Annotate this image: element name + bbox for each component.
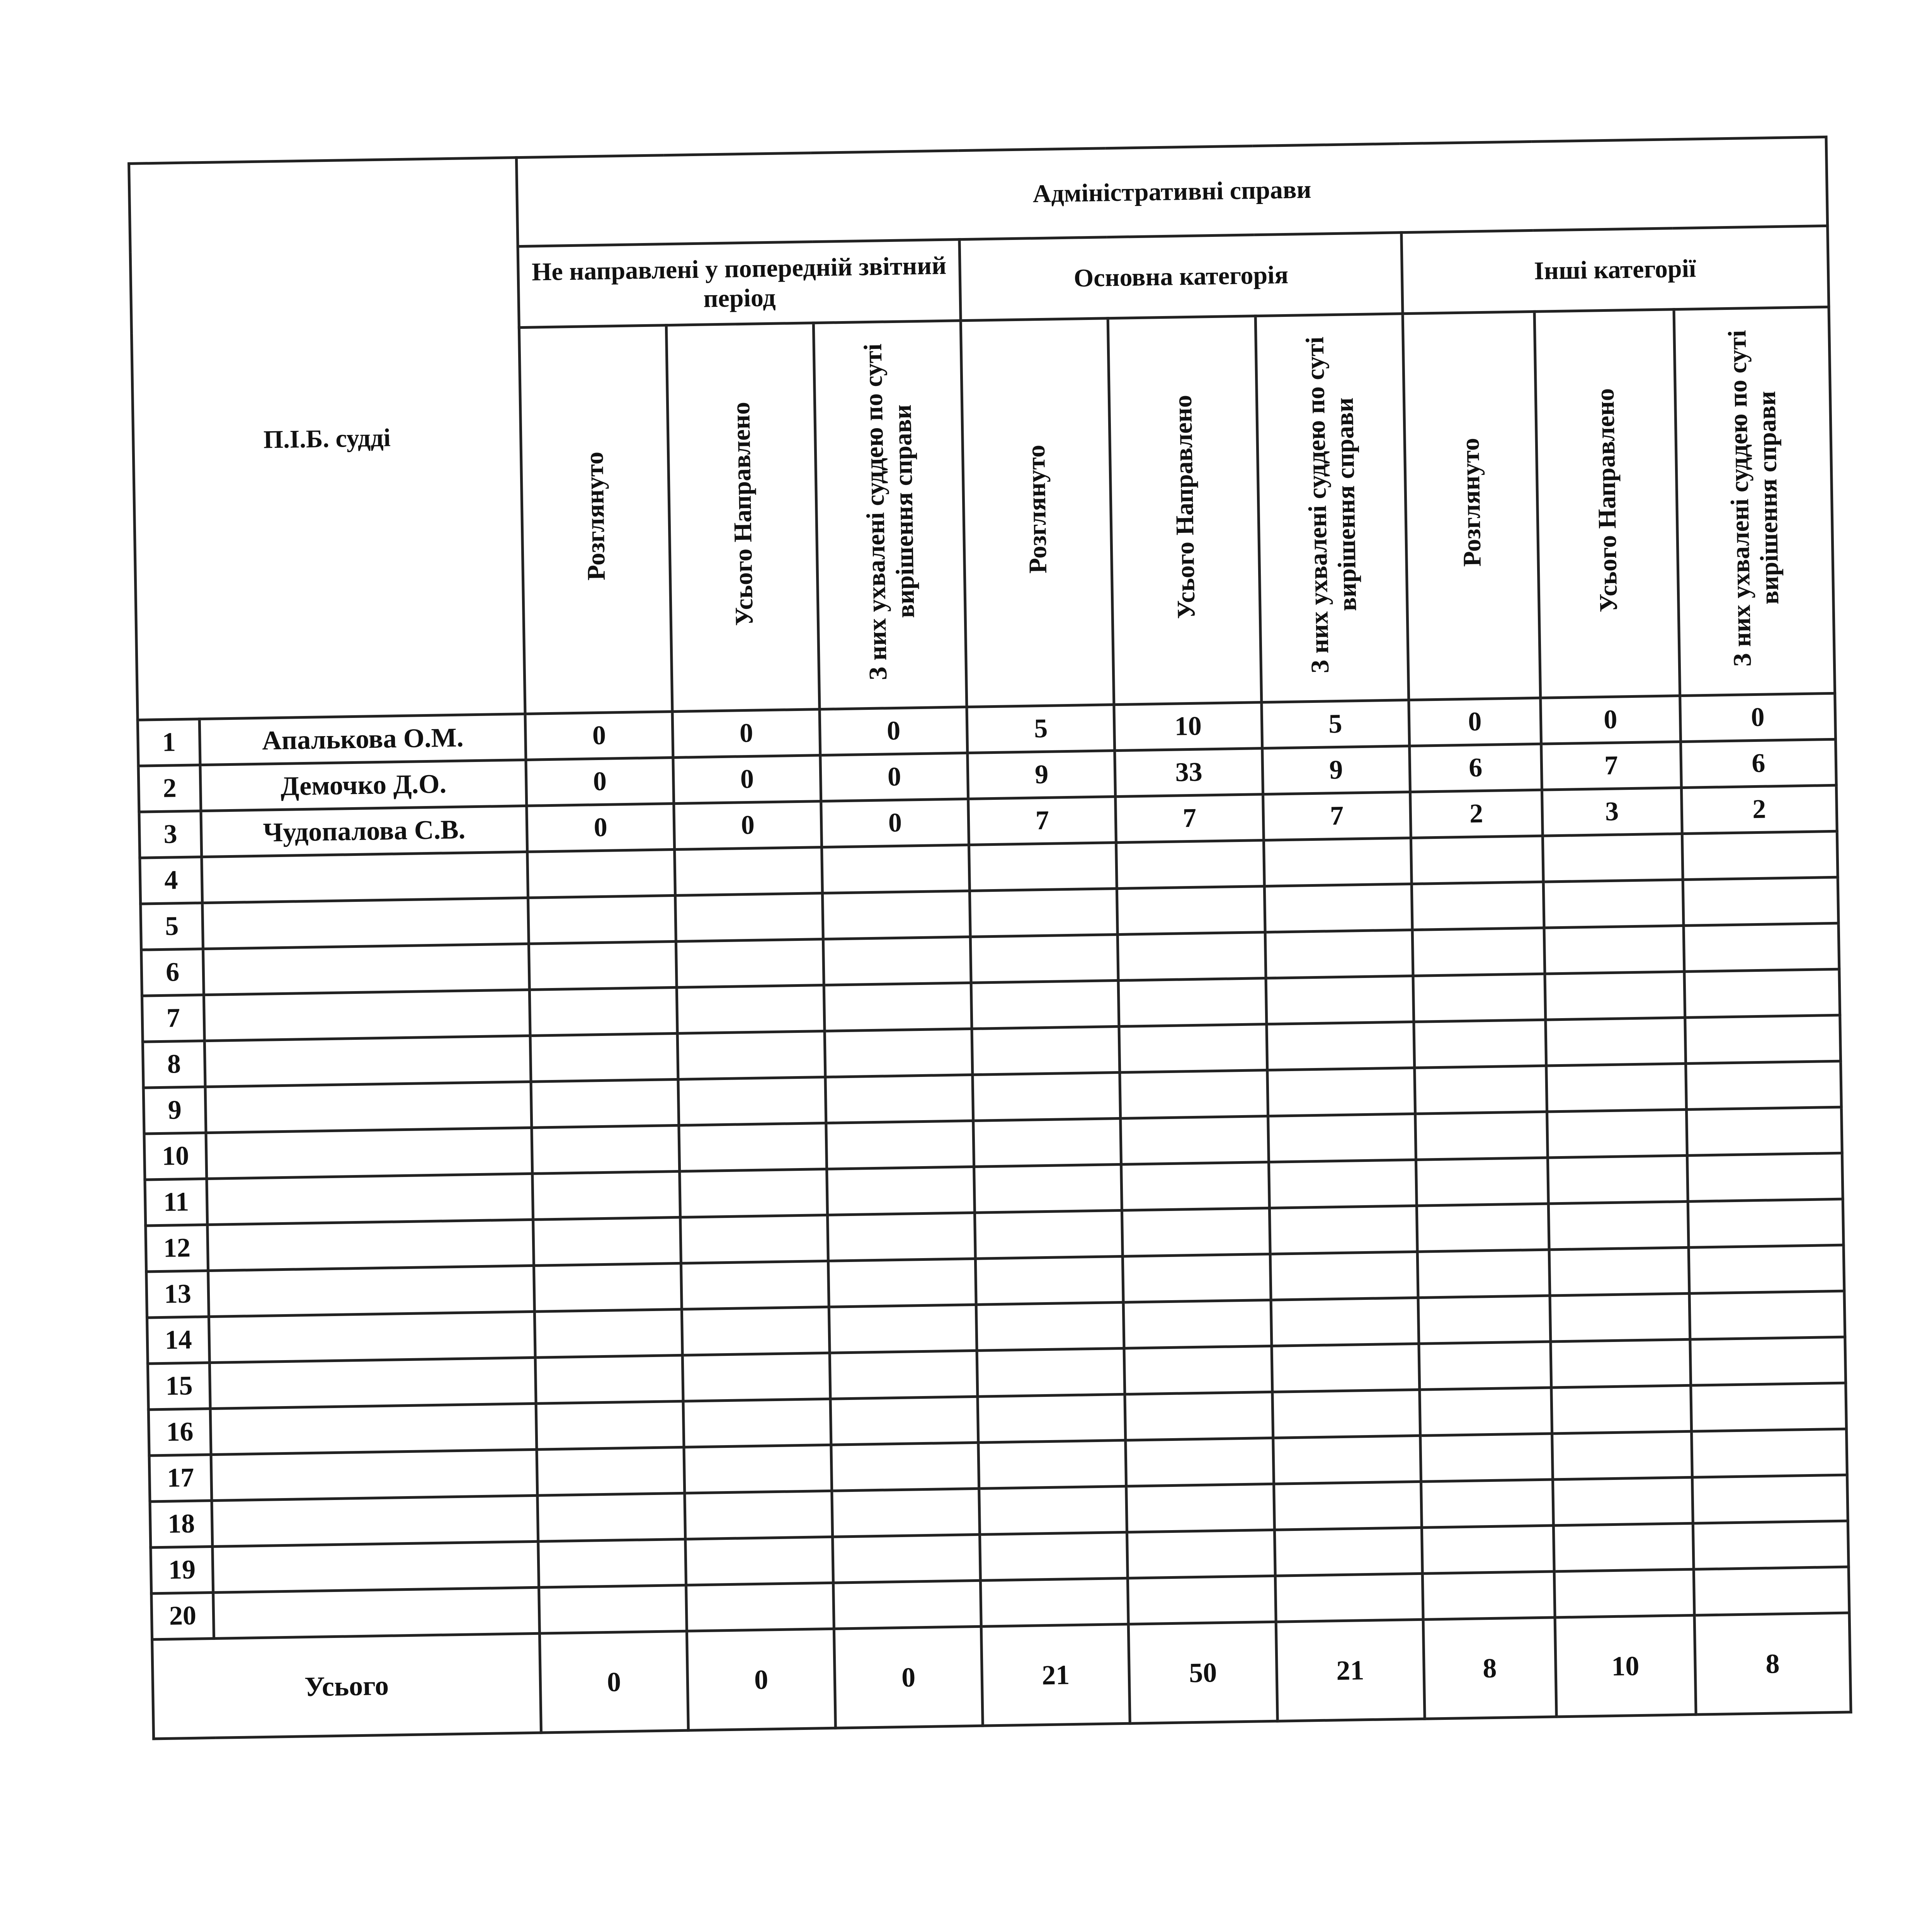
value-cell [1117, 886, 1265, 935]
judge-name [208, 1265, 534, 1316]
value-cell [1120, 1070, 1268, 1118]
value-cell: 10 [1114, 702, 1262, 751]
value-cell [825, 1029, 973, 1077]
total-label: Усього [152, 1633, 541, 1739]
value-cell [531, 1079, 679, 1128]
value-cell: 6 [1409, 744, 1542, 792]
value-cell [1124, 1346, 1272, 1394]
row-number: 13 [146, 1271, 209, 1318]
value-cell [1121, 1162, 1269, 1210]
value-cell [981, 1578, 1129, 1626]
value-cell [533, 1217, 681, 1265]
judge-name [210, 1357, 536, 1408]
value-cell [828, 1259, 976, 1307]
value-cell [1686, 1107, 1842, 1155]
value-cell: 0 [1680, 693, 1835, 742]
value-cell [686, 1583, 834, 1631]
value-cell [684, 1445, 832, 1493]
value-cell [1417, 1204, 1549, 1252]
judge-name [212, 1495, 538, 1546]
judge-name [205, 1036, 531, 1087]
value-cell: 5 [967, 705, 1115, 753]
total-value: 0 [539, 1631, 688, 1733]
total-value: 50 [1129, 1622, 1277, 1723]
value-cell [975, 1210, 1123, 1259]
value-cell [682, 1353, 830, 1401]
sub-header-considered-3 [1403, 311, 1541, 700]
value-cell [823, 937, 971, 985]
judge-name: Чудопалова С.В. [201, 806, 527, 857]
value-cell [1412, 882, 1544, 930]
value-cell [528, 895, 676, 944]
sub-header-label: З них ухвалені суддею по суті вирішення справи [1723, 330, 1784, 667]
value-cell [675, 893, 823, 941]
value-cell [1420, 1388, 1552, 1435]
sub-header-decided-on-merits-2 [1255, 314, 1409, 702]
value-cell [970, 889, 1118, 937]
value-cell [1551, 1339, 1691, 1388]
value-cell: 6 [1680, 739, 1836, 787]
value-cell [679, 1123, 827, 1171]
row-number: 17 [149, 1455, 212, 1502]
sub-header-considered-2 [961, 318, 1114, 707]
total-value: 10 [1555, 1615, 1696, 1717]
value-cell [1267, 1068, 1415, 1116]
value-cell [675, 847, 823, 895]
judge-name [213, 1587, 539, 1638]
row-number: 6 [141, 949, 204, 996]
value-cell [538, 1539, 686, 1587]
value-cell [977, 1348, 1125, 1396]
admin-cases-table [128, 136, 1852, 1740]
row-number: 9 [143, 1087, 206, 1134]
value-cell [678, 1077, 826, 1125]
value-cell [1546, 1017, 1686, 1066]
value-cell [685, 1537, 833, 1585]
value-cell [1414, 1020, 1546, 1068]
value-cell [1545, 971, 1685, 1020]
value-cell [677, 985, 825, 1033]
value-cell: 7 [968, 797, 1116, 845]
value-cell [1266, 976, 1414, 1024]
sub-header-label: Усього Направлено [1168, 395, 1201, 619]
value-cell: 0 [525, 712, 673, 760]
value-cell [1683, 877, 1838, 925]
total-value: 8 [1423, 1617, 1556, 1719]
value-cell [1543, 880, 1684, 928]
value-cell [974, 1164, 1122, 1213]
value-cell [1418, 1296, 1551, 1344]
value-cell [1685, 1015, 1841, 1063]
value-cell [683, 1399, 831, 1447]
value-cell: 5 [1261, 700, 1409, 748]
judge-name [203, 944, 529, 995]
value-cell [1684, 969, 1840, 1017]
table-body [138, 693, 1849, 1639]
value-cell [1417, 1250, 1550, 1298]
total-value: 0 [687, 1629, 835, 1730]
value-cell [1270, 1252, 1418, 1300]
sub-header-label: Розглянуто [1022, 444, 1053, 574]
value-cell [1554, 1569, 1694, 1617]
value-cell [1121, 1116, 1269, 1164]
value-cell [1689, 1291, 1845, 1339]
value-cell [828, 1213, 976, 1261]
judge-name [207, 1173, 533, 1225]
value-cell [1119, 978, 1267, 1026]
value-cell [1690, 1337, 1846, 1385]
value-cell [685, 1491, 833, 1539]
value-cell: 9 [1262, 746, 1410, 794]
value-cell [1127, 1530, 1275, 1578]
value-cell [539, 1585, 687, 1633]
table-header [129, 137, 1835, 720]
total-value: 8 [1694, 1613, 1851, 1714]
value-cell [1682, 831, 1838, 879]
value-cell [1413, 974, 1546, 1022]
value-cell: 7 [1116, 794, 1264, 843]
value-cell: 0 [1540, 696, 1680, 744]
judge-name [206, 1082, 532, 1133]
value-cell [1415, 1112, 1548, 1160]
value-cell [1689, 1245, 1844, 1293]
judge-name [204, 990, 530, 1041]
value-cell [1546, 1063, 1686, 1112]
value-cell [1128, 1576, 1276, 1624]
value-cell [978, 1394, 1126, 1442]
row-number: 19 [151, 1546, 213, 1594]
row-number: 4 [140, 857, 202, 904]
value-cell [1549, 1247, 1689, 1296]
value-cell [1548, 1155, 1688, 1204]
sub-header-label: Усього Направлено [1591, 388, 1623, 613]
value-cell [826, 1121, 974, 1169]
value-cell [1122, 1208, 1270, 1256]
value-cell [1414, 1066, 1547, 1114]
value-cell [971, 934, 1119, 983]
value-cell [1693, 1521, 1849, 1569]
value-cell [1416, 1158, 1548, 1206]
judge-name [202, 852, 528, 903]
value-cell [1264, 884, 1412, 932]
value-cell [1265, 930, 1413, 978]
sub-header-decided-on-merits-1 [813, 321, 967, 709]
sub-header-total-sent-1 [666, 323, 820, 712]
sub-header-label: З них ухвалені суддею по суті вирішення справи [859, 343, 920, 680]
value-cell [1126, 1484, 1274, 1532]
sub-header-total-sent-3 [1534, 310, 1680, 698]
judge-name [211, 1449, 537, 1500]
value-cell [1275, 1573, 1423, 1622]
value-cell [978, 1440, 1126, 1488]
value-cell [832, 1488, 980, 1537]
value-cell [1420, 1434, 1553, 1481]
judge-name [206, 1128, 532, 1179]
value-cell [1419, 1342, 1551, 1389]
sub-header-decided-on-merits-3 [1674, 307, 1835, 696]
value-cell [680, 1169, 828, 1217]
value-cell: 7 [1263, 792, 1411, 840]
value-cell [537, 1447, 685, 1495]
row-number: 3 [139, 811, 202, 858]
report-sheet [128, 136, 1853, 1785]
judge-name: Демочко Д.О. [200, 760, 526, 811]
value-cell [1123, 1254, 1271, 1302]
value-cell: 0 [820, 753, 968, 801]
value-cell [1126, 1438, 1274, 1486]
sub-header-considered-1 [519, 325, 672, 714]
judge-name-header: П.І.Б. судді [129, 158, 525, 720]
value-cell [1412, 928, 1545, 976]
value-cell [1274, 1527, 1422, 1576]
sub-header-label: Усього Направлено [727, 401, 759, 626]
sub-header-label: Розглянуто [1456, 438, 1486, 567]
value-cell [529, 987, 677, 1036]
group-header-other-categories: Інші категорії [1401, 226, 1828, 313]
row-number: 8 [143, 1041, 205, 1088]
row-number: 1 [138, 719, 200, 766]
group-header-not-sent-previous: Не направлені у попередній звітний період [518, 240, 961, 328]
value-cell [1543, 834, 1683, 882]
value-cell [824, 983, 972, 1031]
value-cell [1685, 1061, 1841, 1109]
value-cell [833, 1534, 981, 1583]
value-cell [1269, 1206, 1417, 1254]
value-cell: 9 [968, 751, 1116, 799]
value-cell: 0 [1408, 698, 1541, 746]
judge-name [209, 1311, 535, 1362]
value-cell: 0 [820, 707, 968, 755]
value-cell [1124, 1300, 1272, 1348]
value-cell [527, 849, 675, 898]
value-cell: 0 [821, 799, 969, 847]
value-cell [532, 1171, 680, 1219]
value-cell [1269, 1160, 1417, 1208]
value-cell [1411, 836, 1543, 884]
value-cell [833, 1580, 981, 1629]
sub-header-label: Розглянуто [580, 451, 611, 581]
row-number: 20 [151, 1592, 214, 1639]
value-cell [676, 939, 824, 987]
value-cell [831, 1442, 979, 1491]
value-cell [534, 1309, 682, 1357]
value-cell [1272, 1344, 1420, 1392]
value-cell [823, 891, 971, 939]
value-cell [830, 1350, 978, 1399]
value-cell [1421, 1480, 1553, 1527]
value-cell [1268, 1114, 1416, 1162]
sub-header-label: З них ухвалені суддею по суті вирішення справи [1301, 336, 1362, 673]
value-cell [1119, 1024, 1267, 1072]
value-cell [1274, 1481, 1422, 1530]
value-cell [537, 1493, 685, 1541]
row-number: 11 [145, 1179, 207, 1226]
value-cell [534, 1263, 682, 1311]
group-header-main-category: Основна категорія [959, 233, 1403, 321]
value-cell [682, 1307, 830, 1355]
value-cell [830, 1396, 978, 1445]
value-cell [1266, 1022, 1414, 1070]
value-cell [1272, 1389, 1420, 1438]
sub-header-total-sent-2 [1108, 316, 1262, 705]
value-cell [535, 1355, 683, 1403]
value-cell [969, 843, 1117, 891]
value-cell [529, 941, 677, 990]
value-cell: 0 [527, 803, 675, 852]
value-cell [680, 1215, 828, 1263]
value-cell [1264, 838, 1412, 886]
value-cell [1116, 840, 1264, 889]
value-cell: 0 [674, 801, 822, 850]
value-cell [1550, 1293, 1690, 1342]
value-cell [1273, 1435, 1421, 1484]
main-header: Адміністративні справи [516, 137, 1827, 246]
value-cell [1691, 1429, 1847, 1477]
value-cell: 0 [673, 755, 821, 804]
value-cell [1690, 1383, 1846, 1431]
value-cell [1125, 1392, 1273, 1440]
value-cell: 7 [1541, 742, 1681, 790]
value-cell [825, 1075, 973, 1123]
value-cell [681, 1261, 829, 1309]
value-cell [1694, 1567, 1849, 1615]
value-cell [1553, 1477, 1693, 1526]
value-cell [1688, 1199, 1844, 1247]
value-cell: 0 [526, 758, 674, 806]
value-cell [536, 1401, 684, 1449]
value-cell [1553, 1523, 1694, 1571]
value-cell [973, 1118, 1121, 1167]
row-number: 14 [147, 1317, 209, 1364]
value-cell [1548, 1201, 1689, 1250]
value-cell [976, 1302, 1124, 1350]
judge-name [207, 1219, 534, 1270]
row-number: 16 [148, 1409, 211, 1456]
value-cell [1271, 1298, 1419, 1346]
judge-name [202, 898, 529, 949]
value-cell [1551, 1385, 1691, 1434]
total-value: 21 [981, 1624, 1130, 1726]
value-cell [1692, 1475, 1848, 1523]
value-cell [532, 1125, 680, 1173]
value-cell [827, 1167, 975, 1215]
value-cell [1422, 1526, 1554, 1573]
value-cell [1547, 1109, 1687, 1158]
row-number: 10 [144, 1133, 207, 1180]
value-cell [976, 1256, 1124, 1304]
value-cell: 3 [1542, 788, 1682, 836]
value-cell [1544, 925, 1684, 974]
value-cell [530, 1033, 678, 1082]
value-cell: 0 [672, 709, 820, 758]
value-cell [980, 1532, 1128, 1580]
judge-name: Апалькова О.М. [200, 714, 526, 765]
value-cell [822, 845, 970, 893]
value-cell [829, 1304, 977, 1353]
row-number: 12 [146, 1225, 208, 1272]
row-number: 7 [142, 995, 204, 1042]
row-number: 18 [150, 1500, 213, 1548]
row-number: 5 [141, 903, 203, 950]
value-cell [973, 1072, 1121, 1121]
judge-name [211, 1403, 537, 1454]
value-cell [1118, 932, 1266, 981]
value-cell [979, 1486, 1127, 1534]
value-cell [1687, 1153, 1843, 1201]
value-cell: 2 [1681, 785, 1837, 833]
value-cell: 33 [1115, 748, 1263, 797]
value-cell [972, 1026, 1120, 1075]
row-number: 2 [138, 765, 201, 812]
judge-name [213, 1541, 539, 1592]
value-cell [1684, 923, 1839, 971]
value-cell [1552, 1431, 1692, 1480]
value-cell [1422, 1571, 1555, 1619]
value-cell: 2 [1410, 790, 1543, 838]
value-cell [677, 1031, 825, 1079]
total-value: 0 [834, 1626, 983, 1728]
row-number: 15 [148, 1363, 210, 1410]
total-value: 21 [1276, 1619, 1425, 1721]
value-cell [971, 980, 1119, 1029]
